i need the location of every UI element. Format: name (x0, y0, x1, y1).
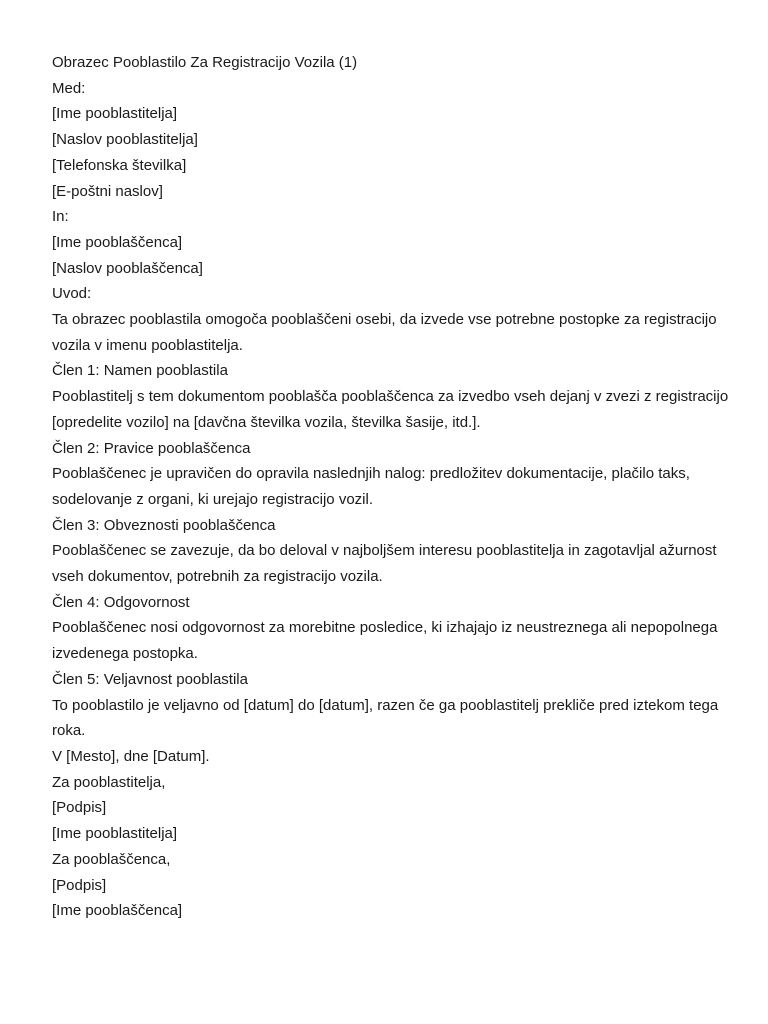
article-2-heading: Člen 2: Pravice pooblaščenca (52, 439, 251, 457)
article-3-heading: Člen 3: Obveznosti pooblaščenca (52, 516, 276, 534)
article-4-heading: Člen 4: Odgovornost (52, 593, 190, 611)
grantor-name-placeholder: [Ime pooblastitelja] (52, 105, 178, 123)
between-label: Med: (52, 79, 86, 97)
article-3-paragraph: Pooblaščenec se zavezuje, da bo deloval v najboljšem interesu pooblastitelja in zagotavljal ažurnost vseh dokumentov, potrebnih za registracijo vozila. (52, 542, 717, 586)
grantor-email-placeholder: [E-poštni naslov] (52, 182, 163, 200)
grantor-phone-placeholder: [Telefonska številka] (52, 156, 187, 174)
intro-heading: Uvod: (52, 285, 92, 303)
and-label: In: (52, 208, 69, 226)
agent-name-placeholder: [Ime pooblaščenca] (52, 233, 183, 251)
intro-paragraph: Ta obrazec pooblastila omogoča pooblaščeni osebi, da izvede vse potrebne postopke za registracijo vozila v imenu pooblastitelja. (52, 311, 717, 354)
agent-address-placeholder: [Naslov pooblaščenca] (52, 259, 203, 277)
place-date-line: V [Mesto], dne [Datum]. (52, 747, 210, 765)
article-4-paragraph: Pooblaščenec nosi odgovornost za morebitne posledice, ki izhajajo iz neustreznega ali nepopolnega izvedenega postopka. (52, 619, 718, 663)
article-1-heading: Člen 1: Namen pooblastila (52, 362, 228, 380)
grantor-sign-name: [Ime pooblastitelja] (52, 825, 178, 843)
grantor-signature-placeholder: [Podpis] (52, 799, 107, 817)
grantor-sign-label: Za pooblastitelja, (52, 773, 166, 791)
article-2-paragraph: Pooblaščenec je upravičen do opravila naslednjih nalog: predložitev dokumentacije, plačilo taks, sodelovanje z organi, ki urejajo registracijo vozil. (52, 465, 690, 508)
grantor-address-placeholder: [Naslov pooblastitelja] (52, 131, 198, 149)
article-5-paragraph: To pooblastilo je veljavno od [datum] do [datum], razen če ga pooblastitelj prekliče pred iztekom tega roka. (52, 696, 719, 740)
document-title: Obrazec Pooblastilo Za Registracijo Vozila (1) (52, 54, 358, 71)
article-5-heading: Člen 5: Veljavnost pooblastila (52, 670, 248, 688)
agent-sign-label: Za pooblaščenca, (52, 850, 171, 868)
agent-sign-name: [Ime pooblaščenca] (52, 902, 183, 920)
article-1-paragraph: Pooblastitelj s tem dokumentom pooblašča pooblaščenca za izvedbo vseh dejanj v zvezi z registracijo [opredelite vozilo] na [davčna številka vozila, številka šasije, itd.]. (52, 388, 729, 431)
document-page (52, 50, 742, 924)
agent-signature-placeholder: [Podpis] (52, 876, 107, 894)
